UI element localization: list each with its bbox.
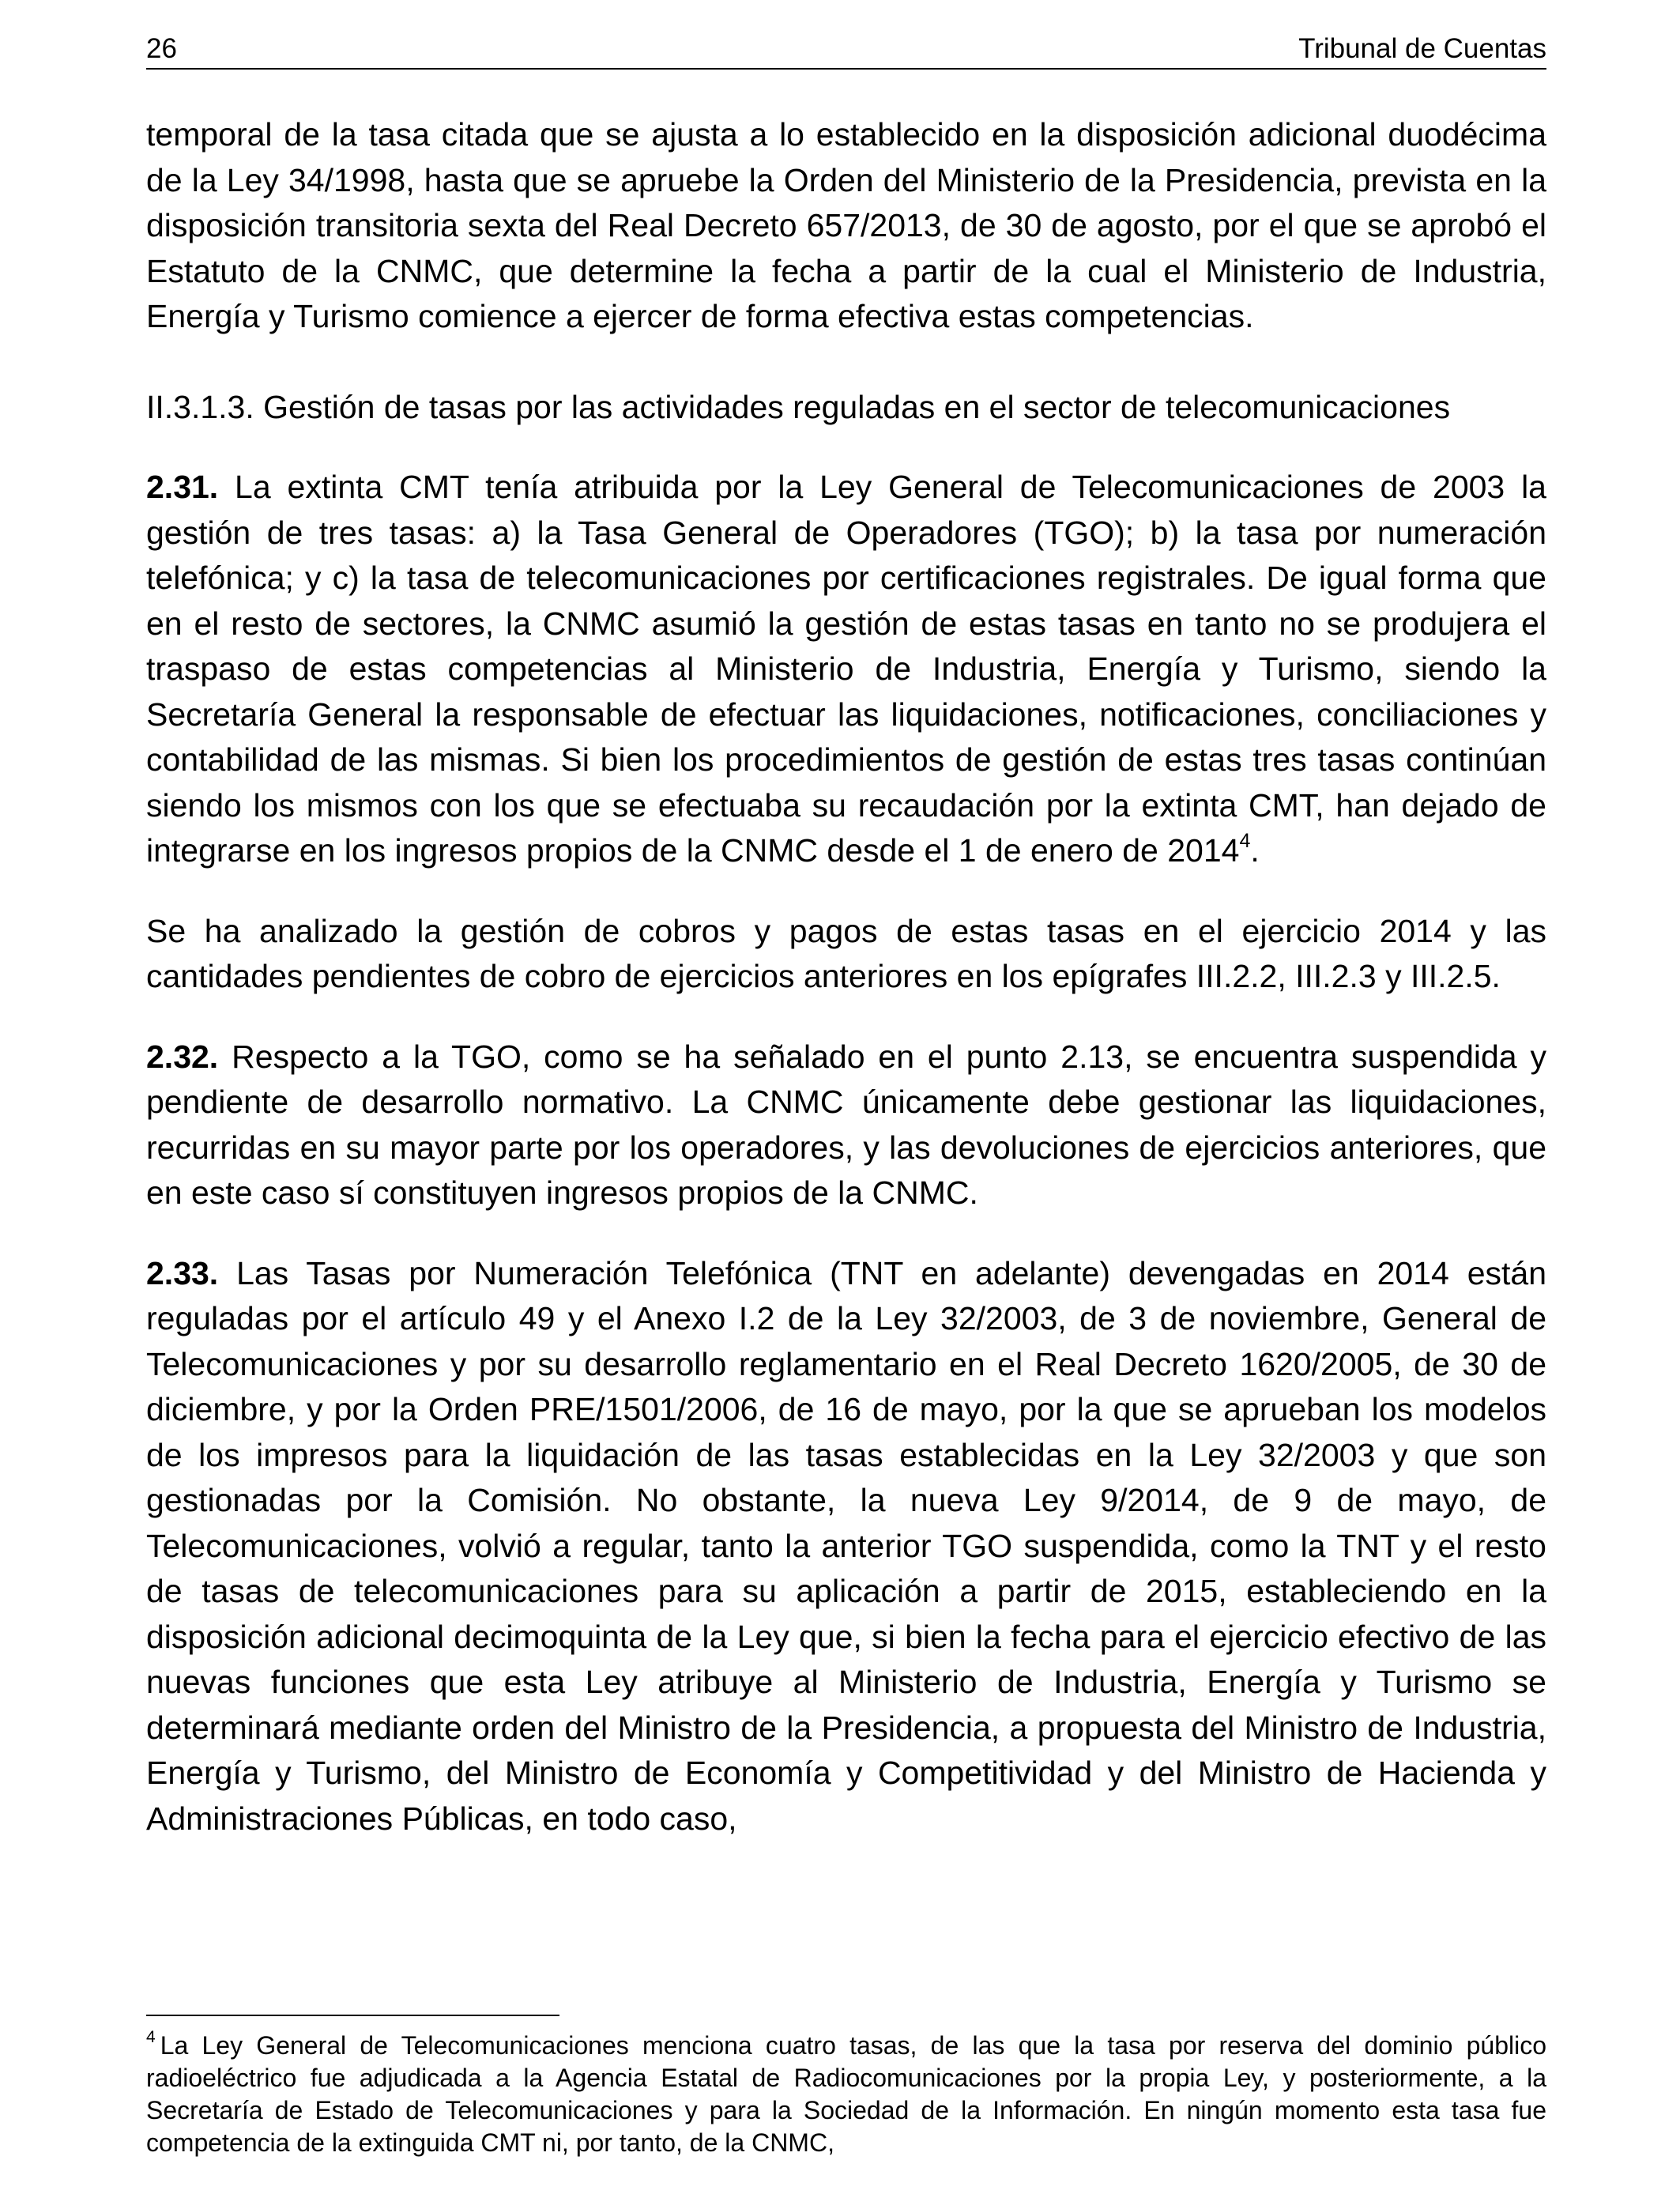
publication-title: Tribunal de Cuentas	[1298, 33, 1546, 64]
paragraph-number: 2.31.	[146, 469, 219, 505]
paragraph-analysis	[146, 909, 1546, 1000]
footnote-text: La Ley General de Telecomunicaciones menciona cuatro tasas, de las que la tasa por reserva del dominio público radioeléctrico fue adjudicada a la Agencia Estatal de Radiocomunicaciones por la propia Ley, y posteriormente, a la Secretaría de Estado de Telecomunicaciones y para la Sociedad de la Información. En ningún momento esta tasa fue competencia de la extinguida CMT ni, por tanto, de la CNMC,	[146, 2031, 1546, 2157]
paragraph-2-31	[146, 465, 1546, 874]
paragraph-text: La extinta CMT tenía atribuida por la Ley General de Telecomunicaciones de 2003 la gestión de tres tasas: a) la Tasa General de Operadores (TGO); b) la tasa por numeración telefónica; y c) la tasa de telecomunicaciones por certificaciones registrales. De igual forma que en el resto de sectores, la CNMC asumió la gestión de estas tasas en tanto no se produjera el traspaso de estas competencias al Ministerio de Industria, Energía y Turismo, siendo la Secretaría General la responsable de efectuar las liquidaciones, notificaciones, conciliaciones y contabilidad de las mismas. Si bien los procedimientos de gestión de estas tres tasas continúan siendo los mismos con los que se efectuaba su recaudación por la extinta CMT, han dejado de integrarse en los ingresos propios de la CNMC desde el 1 de enero de 2014	[146, 469, 1546, 869]
paragraph-continuation	[146, 112, 1546, 340]
section-heading	[146, 385, 1546, 431]
paragraph-end: .	[1250, 832, 1260, 869]
footnote-reference: 4	[1239, 830, 1251, 852]
paragraph-2-33	[146, 1251, 1546, 1842]
paragraph-text: temporal de la tasa citada que se ajusta a lo establecido en la disposición adicional duodécima de la Ley 34/1998, hasta que se apruebe la Orden del Ministerio de la Presidencia, prevista en la disposición transitoria sexta del Real Decreto 657/2013, de 30 de agosto, por el que se aprobó el Estatuto de la CNMC, que determine la fecha a partir de la cual el Ministerio de Industria, Energía y Turismo comience a ejercer de forma efectiva estas competencias.	[146, 116, 1546, 334]
paragraph-text: Se ha analizado la gestión de cobros y pagos de estas tasas en el ejercicio 2014 y las cantidades pendientes de cobro de ejercicios anteriores en los epígrafes III.2.2, III.2.3 y III.2.5.	[146, 912, 1546, 994]
paragraph-text: Respecto a la TGO, como se ha señalado en el punto 2.13, se encuentra suspendida y pendiente de desarrollo normativo. La CNMC únicamente debe gestionar las liquidaciones, recurridas en su mayor parte por los operadores, y las devoluciones de ejercicios anteriores, que en este caso sí constituyen ingresos propios de la CNMC.	[146, 1038, 1546, 1211]
paragraph-number: 2.32.	[146, 1038, 219, 1075]
footnote-marker: 4	[146, 2028, 156, 2046]
paragraph-number: 2.33.	[146, 1254, 219, 1291]
footnote-separator	[146, 2015, 559, 2016]
section-heading-text: II.3.1.3. Gestión de tasas por las actividades reguladas en el sector de telecomunicaciones	[146, 388, 1451, 425]
paragraph-text: Las Tasas por Numeración Telefónica (TNT en adelante) devengadas en 2014 están reguladas por el artículo 49 y el Anexo I.2 de la Ley 32/2003, de 3 de noviembre, General de Telecomunicaciones y por su desarrollo reglamentario en el Real Decreto 1620/2005, de 30 de diciembre, y por la Orden PRE/1501/2006, de 16 de mayo, por la que se aprueban los modelos de los impresos para la liquidación de las tasas establecidas en la Ley 32/2003 y que son gestionadas por la Comisión. No obstante, la nueva Ley 9/2014, de 9 de mayo, de Telecomunicaciones, volvió a regular, tanto la anterior TGO suspendida, como la TNT y el resto de tasas de telecomunicaciones para su aplicación a partir de 2015, estableciendo en la disposición adicional decimoquinta de la Ley que, si bien la fecha para el ejercicio efectivo de las nuevas funciones que esta Ley atribuye al Ministerio de Industria, Energía y Turismo se determinará mediante orden del Ministro de la Presidencia, a propuesta del Ministro de Industria, Energía y Turismo, del Ministro de Economía y Competitividad y del Ministro de Hacienda y Administraciones Públicas, en todo caso,	[146, 1254, 1546, 1837]
footnote	[146, 2030, 1546, 2159]
page-number: 26	[146, 33, 177, 64]
paragraph-2-32	[146, 1035, 1546, 1216]
page-body	[146, 112, 1546, 1842]
page-header	[146, 30, 1546, 70]
